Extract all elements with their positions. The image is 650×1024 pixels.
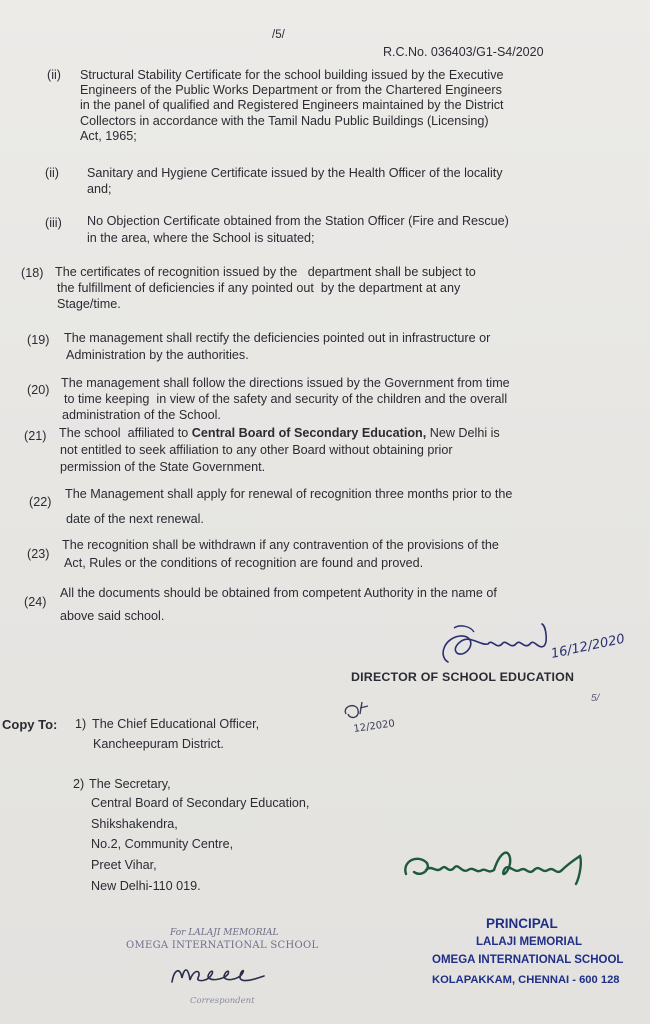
text-line: in the area, where the School is situated;	[87, 231, 315, 245]
copy-to-label: Copy To:	[2, 717, 58, 732]
text-line	[59, 426, 500, 440]
principal-stamp-line: KOLAPAKKAM, CHENNAI - 600 128	[432, 974, 620, 986]
sub-item-number: (iii)	[45, 216, 62, 230]
principal-stamp-line: LALAJI MEMORIAL	[476, 936, 583, 948]
text-line: permission of the State Government.	[60, 460, 266, 474]
text-line: The Chief Educational Officer,	[92, 717, 260, 731]
text-fragment: The school affiliated to	[59, 426, 192, 440]
text-line: New Delhi-110 019.	[91, 879, 201, 893]
reference-number: R.C.No. 036403/G1-S4/2020	[383, 45, 544, 59]
text-line: Administration by the authorities.	[66, 348, 249, 362]
text-line: All the documents should be obtained from competent Authority in the name of	[60, 586, 497, 600]
sub-item-number: (ii)	[47, 68, 61, 82]
text-line: Preet Vihar,	[91, 858, 157, 872]
condition-number: (21)	[24, 429, 47, 443]
text-fragment: New Delhi is	[426, 426, 500, 440]
condition-number: (20)	[27, 383, 50, 397]
text-line: Sanitary and Hygiene Certificate issued by the Health Officer of the locality	[87, 166, 503, 180]
page-number: /5/	[272, 29, 285, 41]
text-line: above said school.	[60, 609, 165, 623]
text-line: Shikshakendra,	[91, 817, 178, 831]
correspondent-signature-icon	[168, 956, 298, 990]
text-line: The management shall follow the directions issued by the Government from time	[61, 376, 510, 390]
stamp-line: For LALAJI MEMORIAL	[170, 928, 279, 938]
text-line: Act, 1965;	[80, 129, 137, 143]
text-line: Act, Rules or the conditions of recognition are found and proved.	[64, 556, 424, 570]
initials-signature-icon	[340, 696, 422, 736]
principal-stamp-title: PRINCIPAL	[486, 916, 558, 931]
stamp-line: OMEGA INTERNATIONAL SCHOOL	[126, 940, 319, 951]
board-name: Central Board of Secondary Education,	[191, 426, 427, 440]
text-line: The certificates of recognition issued by the department shall be subject to	[55, 265, 476, 279]
condition-number: (19)	[27, 333, 50, 347]
text-line: No Objection Certificate obtained from the Station Officer (Fire and Rescue)	[87, 214, 509, 228]
condition-number: (23)	[27, 547, 50, 561]
text-line: and;	[87, 182, 112, 196]
recipient-number: 1)	[75, 717, 87, 731]
text-line: The Management shall apply for renewal of recognition three months prior to the	[65, 487, 513, 501]
text-line: in the panel of qualified and Registered Engineers maintained by the District	[80, 98, 504, 112]
text-line: Structural Stability Certificate for the school building issued by the Executive	[80, 68, 504, 82]
text-line: date of the next renewal.	[66, 512, 204, 526]
text-line: The Secretary,	[89, 777, 171, 791]
condition-number: (24)	[24, 595, 47, 609]
initials-date: 12/2020	[352, 718, 396, 735]
text-line: not entitled to seek affiliation to any other Board without obtaining prior	[60, 443, 453, 457]
stamp-line: Correspondent	[190, 996, 255, 1006]
text-line: Central Board of Secondary Education,	[91, 796, 310, 810]
correspondent-stamp	[120, 920, 345, 1020]
signature-date: 16/12/2020	[549, 631, 627, 662]
director-signature-icon	[430, 616, 630, 678]
condition-number: (18)	[21, 266, 44, 280]
text-line: Engineers of the Public Works Department or from the Chartered Engineers	[80, 83, 502, 97]
condition-number: (22)	[29, 495, 52, 509]
margin-mark: 5/	[591, 693, 600, 704]
recipient-number: 2)	[73, 777, 85, 791]
text-line: Kancheepuram District.	[93, 737, 224, 751]
text-line: The management shall rectify the deficiencies pointed out in infrastructure or	[64, 331, 491, 345]
text-line: The recognition shall be withdrawn if any contravention of the provisions of the	[62, 538, 499, 552]
sub-item-number: (ii)	[45, 166, 59, 180]
principal-signature-icon	[396, 840, 606, 900]
text-line: to time keeping in view of the safety and security of the children and the overall	[64, 392, 508, 406]
text-line: administration of the School.	[62, 408, 221, 422]
text-line: Stage/time.	[57, 297, 121, 311]
principal-stamp-line: OMEGA INTERNATIONAL SCHOOL	[432, 954, 624, 966]
text-line: Collectors in accordance with the Tamil Nadu Public Buildings (Licensing)	[80, 114, 489, 128]
text-line: No.2, Community Centre,	[91, 837, 234, 851]
director-title: DIRECTOR OF SCHOOL EDUCATION	[351, 670, 575, 684]
text-line: the fulfillment of deficiencies if any pointed out by the department at any	[57, 281, 461, 295]
